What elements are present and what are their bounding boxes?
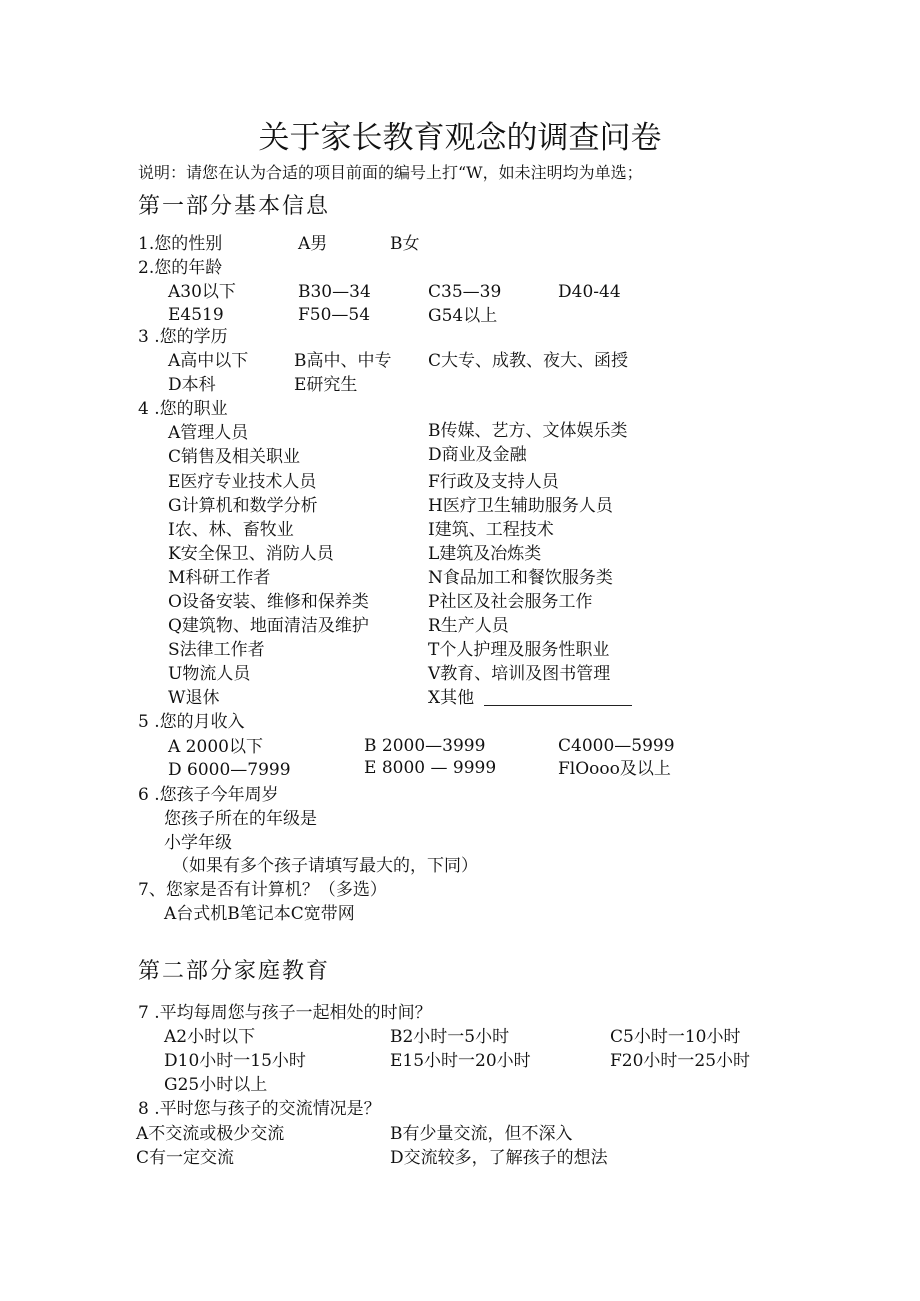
question-education: 3 .您的学历 (138, 327, 228, 347)
page-title: 关于家长教育观念的调查问卷 (258, 120, 662, 156)
option[interactable]: F20小时一25小时 (610, 1051, 751, 1071)
option[interactable]: C4000—5999 (558, 736, 675, 756)
question-income: 5 .您的月收入 (138, 712, 245, 732)
option[interactable]: B高中、中专 (294, 351, 392, 371)
option[interactable]: I农、林、畜牧业 (168, 520, 294, 540)
option[interactable]: C销售及相关职业 (168, 447, 301, 467)
option[interactable]: N食品加工和餐饮服务类 (428, 568, 613, 588)
question-note: （如果有多个孩子请填写最大的，下同） (172, 856, 478, 876)
option[interactable]: P社区及社会服务工作 (428, 592, 593, 612)
option[interactable]: D10小时一15小时 (164, 1051, 306, 1071)
option[interactable]: E医疗专业技术人员 (168, 472, 317, 492)
option[interactable]: FlOooo及以上 (558, 759, 671, 779)
option[interactable]: Q建筑物、地面清洁及维护 (168, 616, 369, 636)
option[interactable]: G25小时以上 (164, 1075, 268, 1095)
option[interactable]: A男 (298, 234, 328, 254)
option[interactable]: D40-44 (558, 282, 621, 302)
question-child-age: 6 .您孩子今年周岁 (138, 785, 279, 805)
question-child-grade: 您孩子所在的年级是 (164, 809, 317, 829)
question-age: 2.您的年龄 (138, 258, 223, 278)
option[interactable]: T个人护理及服务性职业 (428, 640, 610, 660)
option[interactable]: F行政及支持人员 (428, 472, 559, 492)
option[interactable]: B有少量交流，但不深入 (390, 1124, 573, 1144)
option[interactable]: R生产人员 (428, 616, 509, 636)
option[interactable]: A2小时以下 (164, 1027, 256, 1047)
instructions: 说明：请您在认为合适的项目前面的编号上打“W，如未注明均为单选； (138, 163, 643, 182)
option[interactable]: M科研工作者 (168, 568, 271, 588)
option[interactable]: H医疗卫生辅助服务人员 (428, 496, 613, 516)
section-heading-family-education: 第二部分家庭教育 (138, 959, 331, 984)
question-time-together: 7 .平均每周您与孩子一起相处的时间？ (138, 1003, 432, 1023)
other-fill-blank[interactable] (484, 705, 632, 706)
option[interactable]: A管理人员 (168, 423, 249, 443)
option[interactable]: B传媒、艺方、文体娱乐类 (428, 421, 628, 441)
option[interactable]: G计算机和数学分析 (168, 496, 318, 516)
option[interactable]: B 2000—3999 (364, 736, 486, 756)
question-occupation: 4 .您的职业 (138, 399, 228, 419)
option[interactable]: S法律工作者 (168, 640, 265, 660)
option[interactable]: D商业及金融 (428, 445, 527, 465)
option-line[interactable]: A台式机B笔记本C宽带网 (164, 904, 355, 924)
option[interactable]: D本科 (168, 375, 216, 395)
option[interactable]: C有一定交流 (136, 1148, 235, 1168)
option[interactable]: L建筑及冶炼类 (428, 544, 542, 564)
option[interactable]: C大专、成教、夜大、函授 (428, 351, 629, 371)
option[interactable]: A 2000以下 (168, 737, 263, 757)
option[interactable]: F50—54 (298, 305, 371, 325)
option[interactable]: A30以下 (168, 282, 236, 302)
option[interactable]: D交流较多，了解孩子的想法 (390, 1148, 608, 1168)
question-computer: 7、您家是否有计算机？（多选） (138, 880, 387, 900)
option[interactable]: D 6000—7999 (168, 760, 291, 780)
question-communication: 8 .平时您与孩子的交流情况是？ (138, 1099, 381, 1119)
option[interactable]: B女 (390, 234, 420, 254)
option[interactable]: U物流人员 (168, 664, 251, 684)
option[interactable]: C5小时一10小时 (610, 1027, 741, 1047)
option[interactable]: C35—39 (428, 282, 502, 302)
question-gender: 1.您的性别 (138, 234, 223, 254)
option[interactable]: B30—34 (298, 282, 371, 302)
option[interactable]: A不交流或极少交流 (136, 1124, 285, 1144)
option[interactable]: W退休 (168, 688, 220, 708)
question-school-grade: 小学年级 (164, 833, 232, 853)
section-heading-basic-info: 第一部分基本信息 (138, 194, 331, 219)
option[interactable]: I建筑、工程技术 (428, 520, 554, 540)
option[interactable]: B2小时一5小时 (390, 1027, 510, 1047)
option[interactable]: E 8000 — 9999 (364, 758, 497, 778)
option-other[interactable]: X其他 (428, 688, 475, 708)
option[interactable]: E4519 (168, 305, 224, 325)
option[interactable]: E研究生 (294, 375, 358, 395)
option[interactable]: V教育、培训及图书管理 (428, 664, 611, 684)
option[interactable]: G54以上 (428, 306, 498, 326)
option[interactable]: A高中以下 (168, 351, 249, 371)
option[interactable]: K安全保卫、消防人员 (168, 544, 334, 564)
option[interactable]: O设备安装、维修和保养类 (168, 592, 369, 612)
option[interactable]: E15小时一20小时 (390, 1051, 531, 1071)
